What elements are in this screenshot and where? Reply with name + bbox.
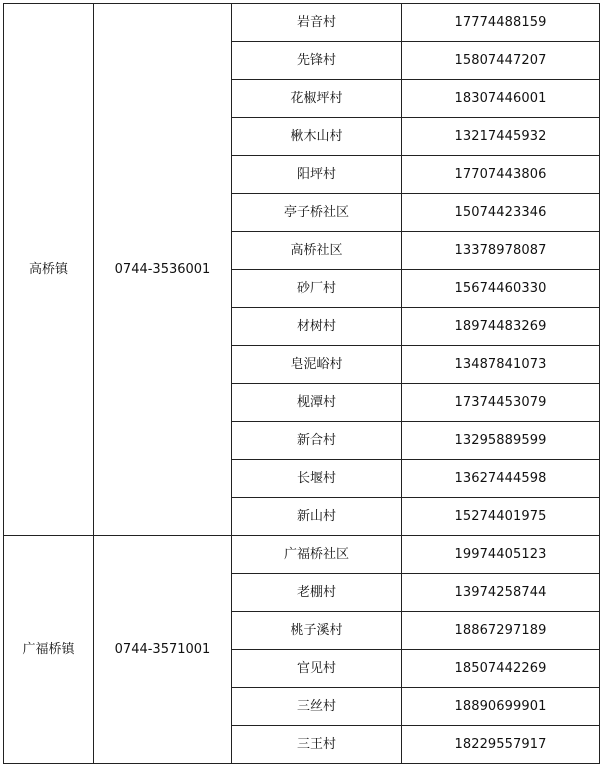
village-name-cell: 岩音村: [232, 4, 402, 42]
contacts-table: [3, 3, 600, 764]
town-name-cell: 高桥镇: [4, 4, 94, 536]
village-phone-cell: 19974405123: [402, 536, 600, 574]
village-name-cell: 三王村: [232, 726, 402, 764]
village-name-cell: 新合村: [232, 422, 402, 460]
village-phone-cell: 17374453079: [402, 384, 600, 422]
village-name-cell: 官见村: [232, 650, 402, 688]
village-phone-cell: 13295889599: [402, 422, 600, 460]
village-phone-cell: 18507442269: [402, 650, 600, 688]
village-phone-cell: 15074423346: [402, 194, 600, 232]
village-name-cell: 新山村: [232, 498, 402, 536]
village-name-cell: 阳坪村: [232, 156, 402, 194]
town-name-cell: 广福桥镇: [4, 536, 94, 764]
village-name-cell: 广福桥社区: [232, 536, 402, 574]
table-row: [4, 4, 600, 42]
village-phone-cell: 13627444598: [402, 460, 600, 498]
village-name-cell: 亭子桥社区: [232, 194, 402, 232]
village-phone-cell: 13217445932: [402, 118, 600, 156]
village-phone-cell: 18229557917: [402, 726, 600, 764]
village-name-cell: 桃子溪村: [232, 612, 402, 650]
village-phone-cell: 18867297189: [402, 612, 600, 650]
village-name-cell: 皂泥峪村: [232, 346, 402, 384]
town-phone-cell: 0744-3571001: [94, 536, 232, 764]
village-phone-cell: 18890699901: [402, 688, 600, 726]
village-name-cell: 砂厂村: [232, 270, 402, 308]
village-phone-cell: 15274401975: [402, 498, 600, 536]
village-name-cell: 楸木山村: [232, 118, 402, 156]
village-name-cell: 先锋村: [232, 42, 402, 80]
village-phone-cell: 13487841073: [402, 346, 600, 384]
village-phone-cell: 13974258744: [402, 574, 600, 612]
village-phone-cell: 18307446001: [402, 80, 600, 118]
village-phone-cell: 17707443806: [402, 156, 600, 194]
table-row: [4, 536, 600, 574]
village-name-cell: 三丝村: [232, 688, 402, 726]
table-body: [4, 4, 600, 764]
village-name-cell: 长堰村: [232, 460, 402, 498]
town-phone-cell: 0744-3536001: [94, 4, 232, 536]
village-name-cell: 花椒坪村: [232, 80, 402, 118]
village-name-cell: 老棚村: [232, 574, 402, 612]
village-phone-cell: 15807447207: [402, 42, 600, 80]
village-phone-cell: 13378978087: [402, 232, 600, 270]
village-phone-cell: 17774488159: [402, 4, 600, 42]
village-name-cell: 枧潭村: [232, 384, 402, 422]
village-phone-cell: 18974483269: [402, 308, 600, 346]
village-name-cell: 材树村: [232, 308, 402, 346]
village-phone-cell: 15674460330: [402, 270, 600, 308]
village-name-cell: 高桥社区: [232, 232, 402, 270]
